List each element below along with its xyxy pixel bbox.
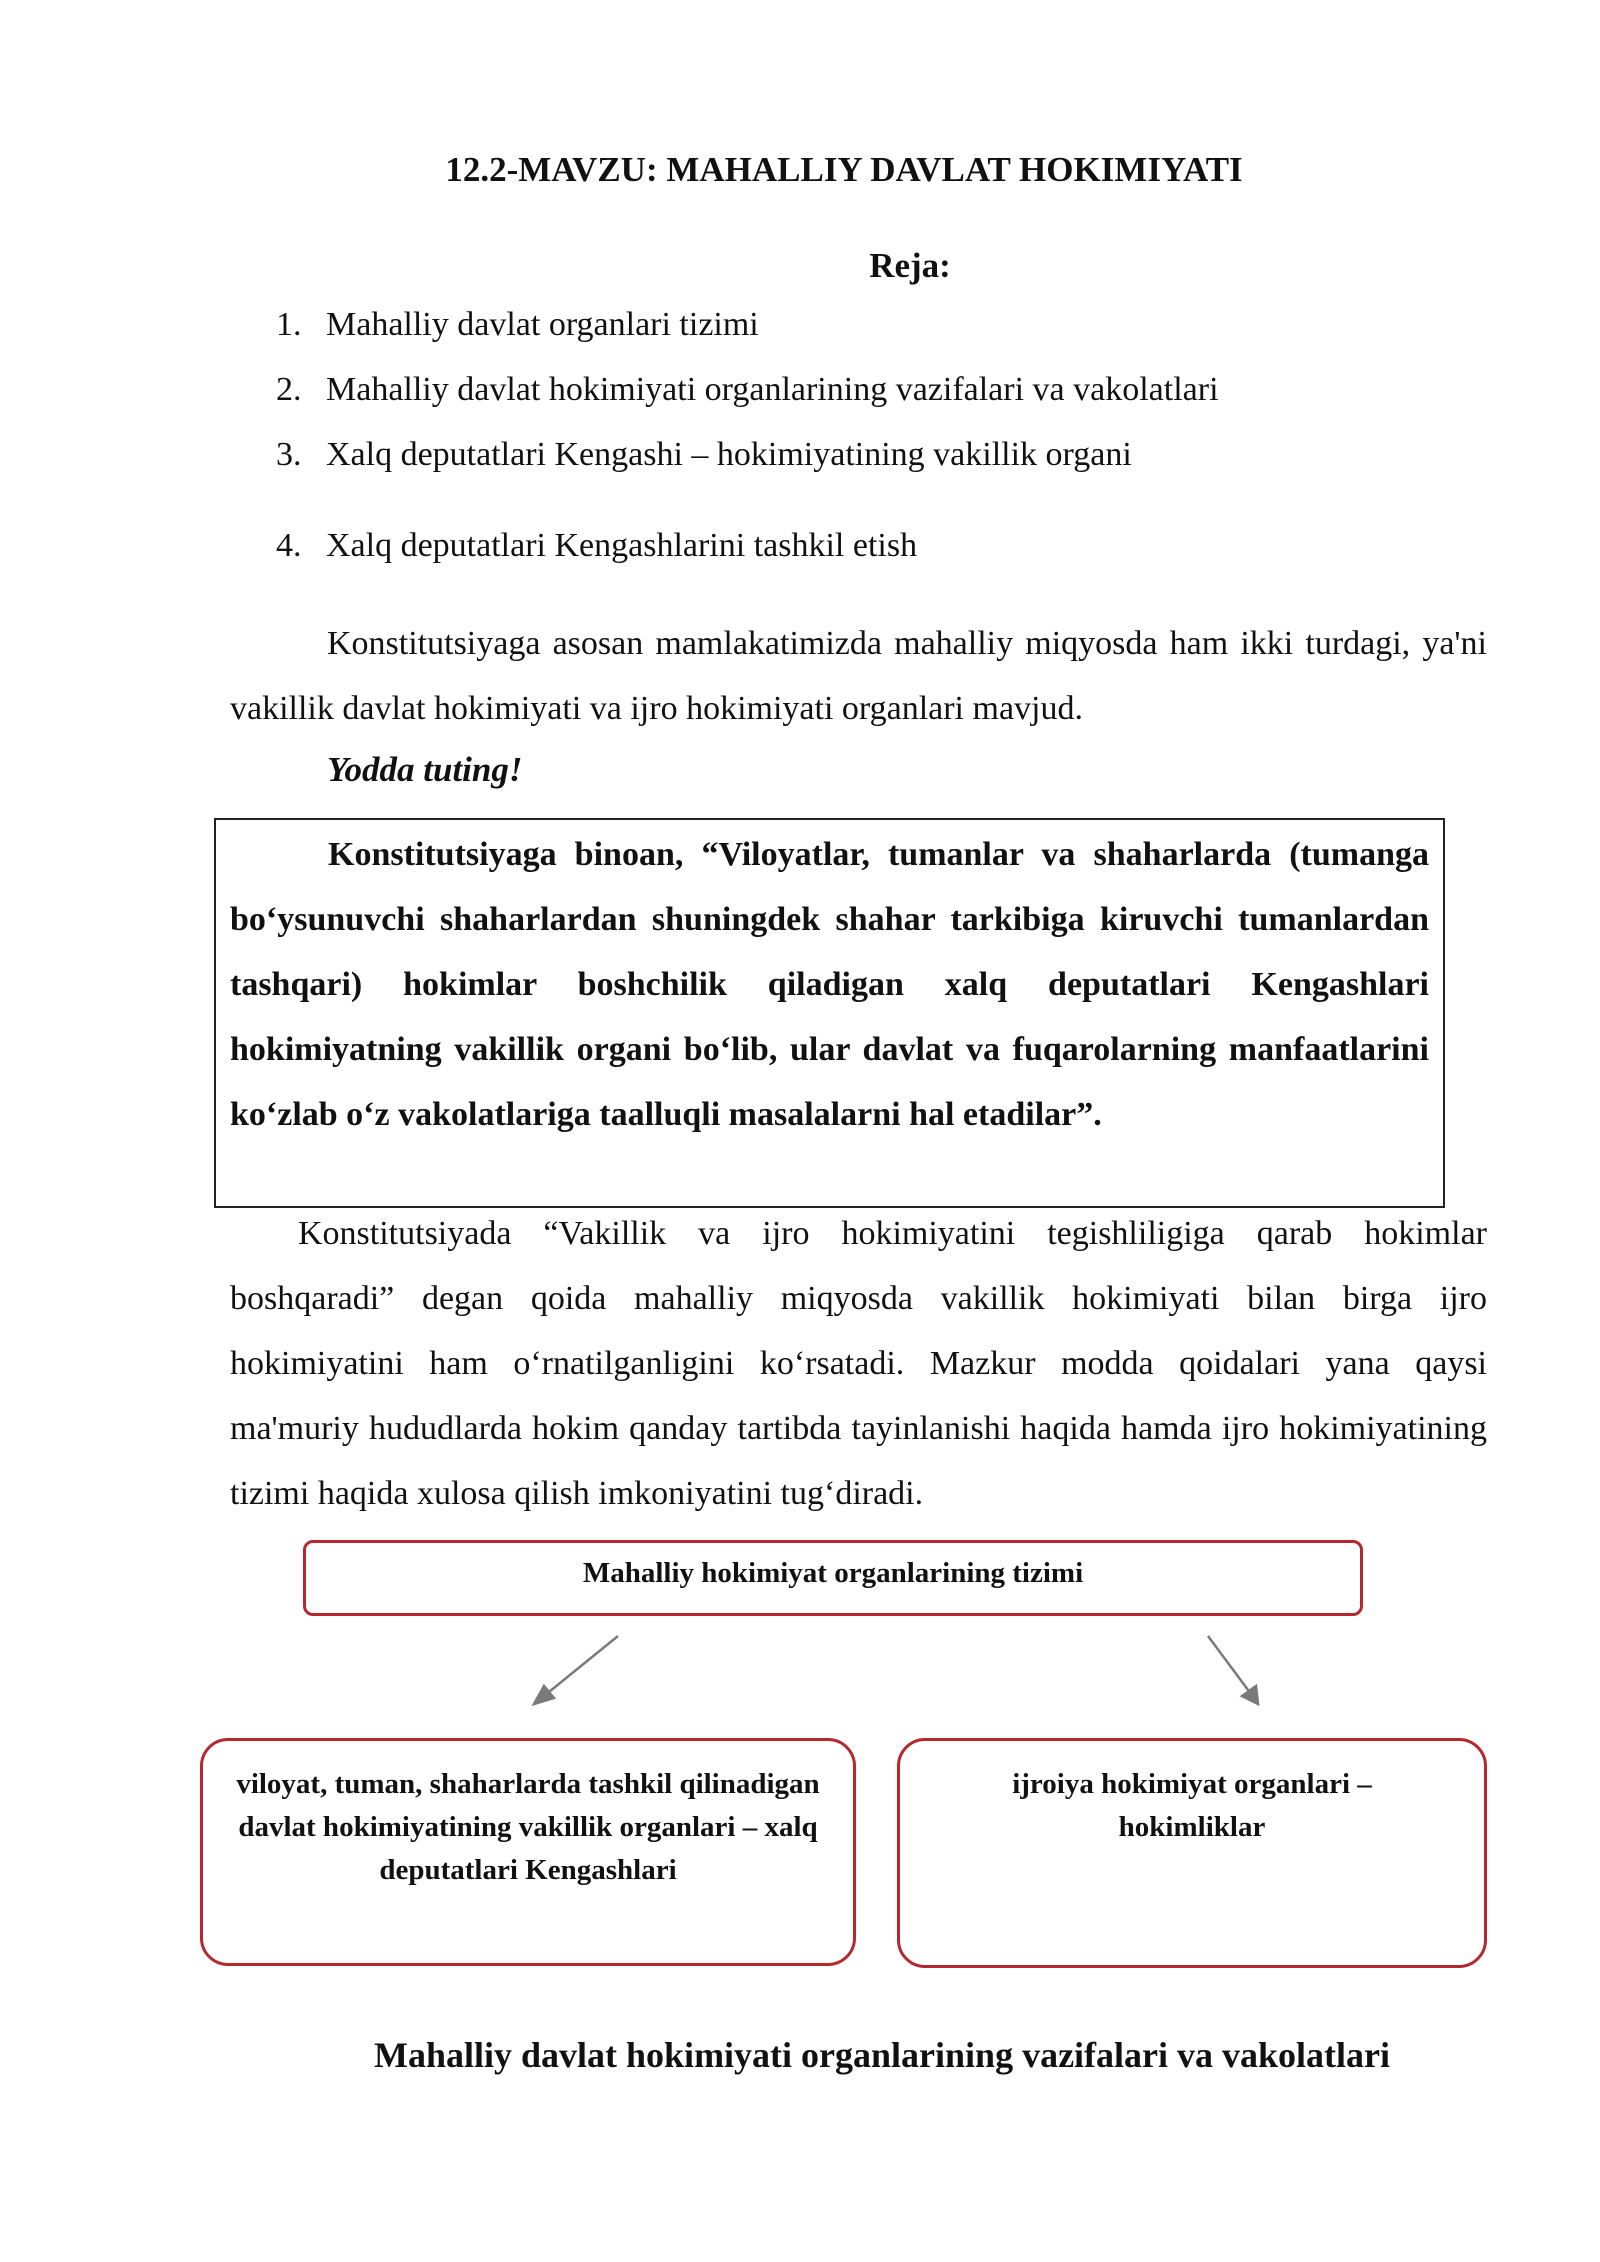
- section-heading: Mahalliy davlat hokimiyati organlarining vazifalari va vakolatlari: [374, 2035, 1391, 2075]
- plan-item-text: Mahalliy davlat hokimiyati organlarining vazifalari va vakolatlari: [326, 371, 1219, 408]
- constitution-quote: Konstitutsiyaga binoan, “Viloyatlar, tumanlar va shaharlarda (tumanga bo‘ysunuvchi shaharlardan shuningdek shahar tarkibiga kiruvchi tumanlardan tashqari) hokimlar boshchilik qiladigan xalq deputatlari Kengashlari hokimiyatning vakillik organi bo‘lib, ular davlat va fuqarolarning manfaatlarini ko‘zlab o‘z vakolatlariga taalluqli masalalarni hal etadilar”.: [230, 836, 1429, 1133]
- page-title: 12.2-MAVZU: MAHALLIY DAVLAT HOKIMIYATI: [445, 150, 1243, 189]
- diagram-root-box: Mahalliy hokimiyat organlarining tizimi: [303, 1540, 1363, 1616]
- diagram-representative-organs-box: viloyat, tuman, shaharlarda tashkil qilinadigan davlat hokimiyatining vakillik organlari – xalq deputatlari Kengashlari: [200, 1738, 856, 1966]
- plan-item-text: Xalq deputatlari Kengashi – hokimiyatining vakillik organi: [326, 436, 1132, 473]
- plan-item-number: 2.: [276, 371, 302, 408]
- constitution-quote-box: [214, 818, 1445, 1208]
- plan-item-number: 1.: [276, 306, 302, 343]
- arrow-left: [534, 1636, 618, 1704]
- plan-heading: Reja:: [869, 246, 951, 285]
- plan-item-text: Xalq deputatlari Kengashlarini tashkil etish: [326, 527, 918, 564]
- plan-item: [276, 436, 1132, 474]
- plan-item: [276, 371, 1219, 409]
- arrow-right: [1208, 1636, 1258, 1704]
- plan-item: [276, 527, 917, 565]
- intro-paragraph: Konstitutsiyaga asosan mamlakatimizda mahalliy miqyosda ham ikki turdagi, ya'ni vakillik davlat hokimiyati va ijro hokimiyati organlari mavjud.: [230, 625, 1487, 727]
- plan-item-text: Mahalliy davlat organlari tizimi: [326, 306, 759, 343]
- plan-item-number: 3.: [276, 436, 302, 473]
- diagram-executive-organs-box: ijroiya hokimiyat organlari – hokimliklar: [897, 1738, 1487, 1968]
- plan-item: [276, 306, 759, 344]
- remember-label: Yodda tuting!: [327, 750, 523, 789]
- body-paragraph: Konstitutsiyada “Vakillik va ijro hokimiyatini tegishliligiga qarab hokimlar boshqaradi” degan qoida mahalliy miqyosda vakillik hokimiyati bilan birga ijro hokimiyatini ham o‘rnatilganligini ko‘rsatadi. Mazkur modda qoidalari yana qaysi ma'muriy hududlarda hokim qanday tartibda tayinlanishi haqida hamda ijro hokimiyatining tizimi haqida xulosa qilish imkoniyatini tug‘diradi.: [230, 1215, 1487, 1512]
- plan-item-number: 4.: [276, 527, 302, 564]
